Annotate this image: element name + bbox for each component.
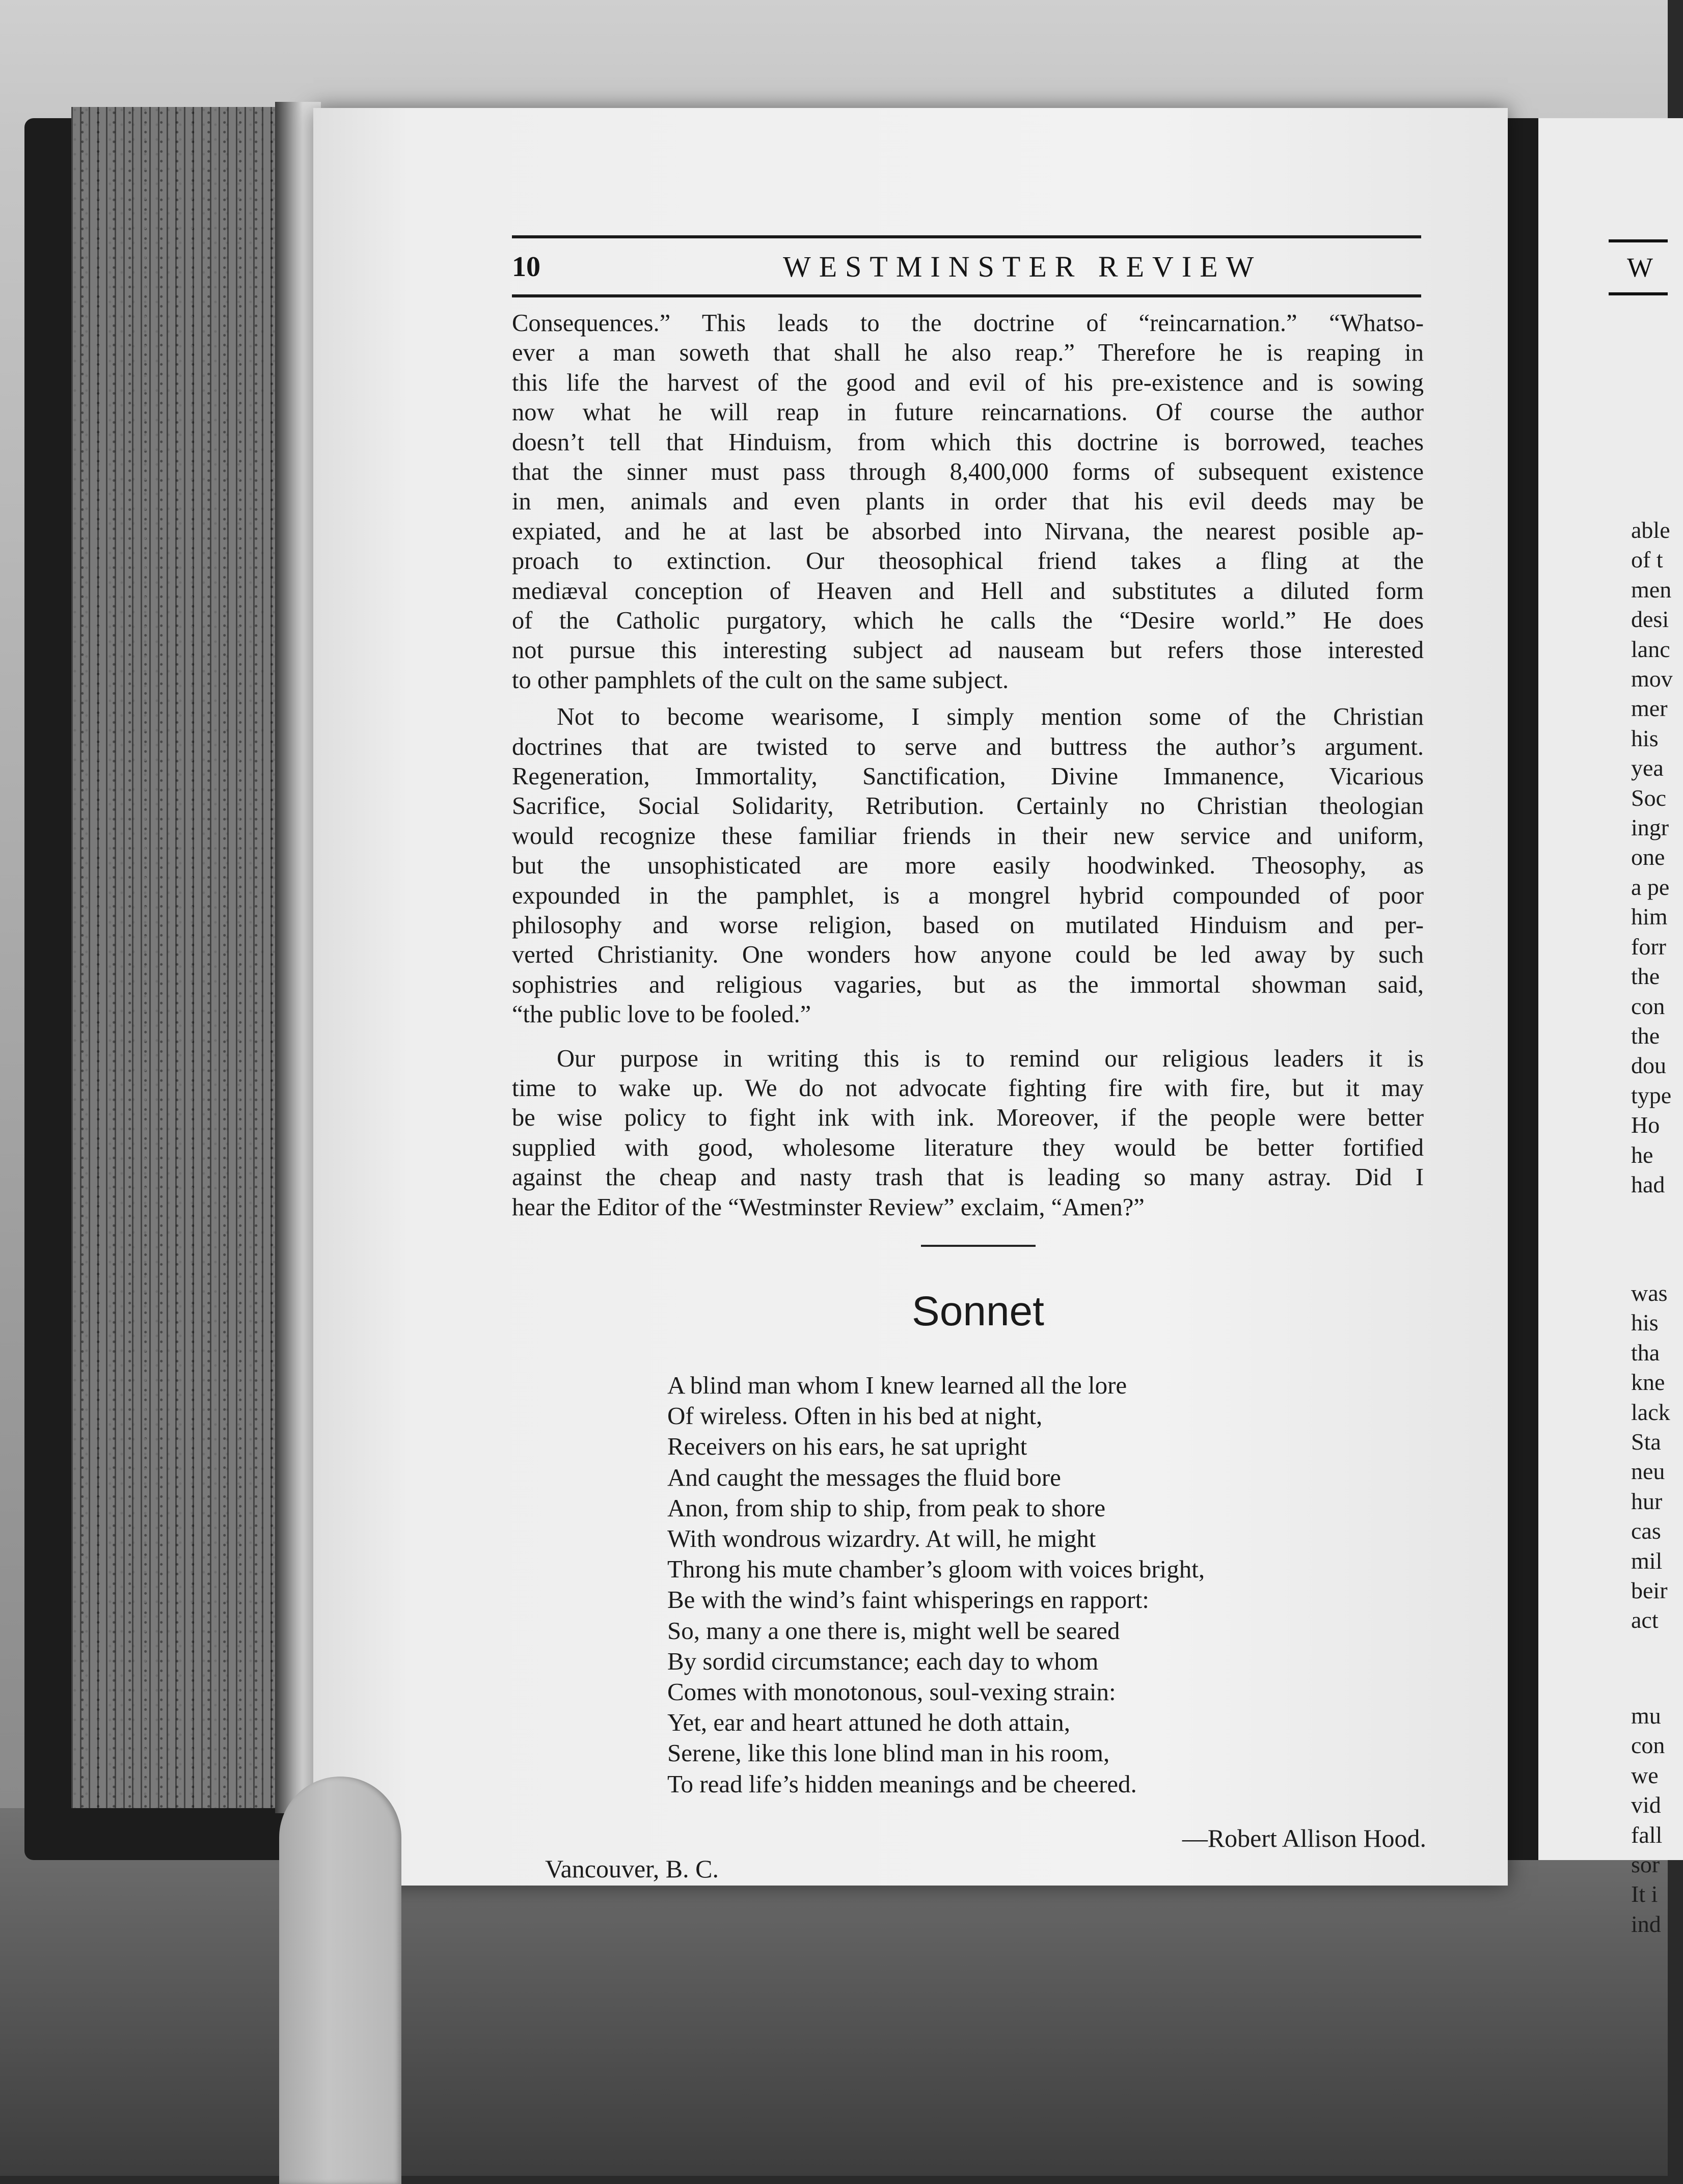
- body-line: Our purpose in writing this is to remind our religious leaders it is: [557, 1045, 1424, 1072]
- body-line: against the cheap and nasty trash that is leading so many astray. Did I: [512, 1164, 1424, 1191]
- body-line: would recognize these familiar friends in their new service and uniform,: [512, 822, 1424, 850]
- facing-page-fragment: tha: [1631, 1339, 1660, 1366]
- facing-page-fragment: desi: [1631, 606, 1669, 633]
- body-line: be wise policy to fight ink with ink. Moreover, if the people were better: [512, 1104, 1424, 1132]
- facing-page-fragment: lack: [1631, 1399, 1670, 1425]
- body-line: time to wake up. We do not advocate fighting fire with fire, but it may: [512, 1075, 1424, 1102]
- body-line: that the sinner must pass through 8,400,000 forms of subsequent existence: [512, 458, 1424, 485]
- sonnet-line: To read life’s hidden meanings and be cheered.: [667, 1769, 1137, 1798]
- facing-page-fragment: one: [1631, 844, 1665, 870]
- facing-page-fragment: It i: [1631, 1881, 1658, 1907]
- place-line: Vancouver, B. C.: [545, 1854, 719, 1883]
- facing-page-fragment: con: [1631, 993, 1665, 1019]
- body-line: Sacrifice, Social Solidarity, Retribution. Certainly no Christian theologian: [512, 793, 1424, 820]
- facing-page-fragment: act: [1631, 1607, 1659, 1633]
- body-line: mediæval conception of Heaven and Hell and substitutes a diluted form: [512, 577, 1424, 605]
- sonnet-title: Sonnet: [912, 1288, 1044, 1334]
- sonnet-line: Of wireless. Often in his bed at night,: [667, 1402, 1043, 1430]
- facing-page-fragment: a pe: [1631, 873, 1670, 900]
- facing-page-fragment: mu: [1631, 1703, 1661, 1729]
- sonnet-line: Comes with monotonous, soul-vexing strain:: [667, 1678, 1116, 1706]
- page-edges: [71, 107, 285, 1808]
- facing-page-fragment: lanc: [1631, 636, 1670, 662]
- facing-page-fragment: neu: [1631, 1458, 1665, 1485]
- body-line: doesn’t tell that Hinduism, from which this doctrine is borrowed, teaches: [512, 428, 1424, 456]
- facing-page-fragment: yea: [1631, 755, 1664, 781]
- facing-page-fragment: dou: [1631, 1052, 1666, 1079]
- sonnet-line: Anon, from ship to ship, from peak to shore: [667, 1493, 1106, 1522]
- sonnet-line: Serene, like this lone blind man in his room,: [667, 1739, 1110, 1767]
- body-line: Consequences.” This leads to the doctrine of “reincarnation.” “Whatso-: [512, 310, 1424, 337]
- facing-page-text-top: [1631, 515, 1673, 1198]
- body-line: of the Catholic purgatory, which he calls the “Desire world.” He does: [512, 607, 1424, 634]
- facing-page-fragment: the: [1631, 1022, 1660, 1049]
- facing-page-fragment: beir: [1631, 1577, 1668, 1604]
- body-line: to other pamphlets of the cult on the same subject.: [512, 666, 1009, 694]
- body-line: Not to become wearisome, I simply mention some of the Christian: [557, 703, 1424, 731]
- facing-page-fragment: forr: [1631, 933, 1666, 960]
- facing-page-fragment: kne: [1631, 1369, 1665, 1396]
- facing-page-fragment: mov: [1631, 666, 1673, 692]
- facing-page-fragment: his: [1631, 725, 1659, 751]
- facing-page-fragment: type: [1631, 1082, 1672, 1108]
- body-line: verted Christianity. One wonders how anyone could be led away by such: [512, 941, 1424, 969]
- facing-page-fragment: was: [1631, 1280, 1668, 1306]
- facing-page-fragment: his: [1631, 1309, 1659, 1336]
- body-line: expiated, and he at last be absorbed into Nirvana, the nearest posible ap-: [512, 517, 1424, 545]
- body-line: hear the Editor of the “Westminster Review” exclaim, “Amen?”: [512, 1193, 1145, 1221]
- body-line: not pursue this interesting subject ad nauseam but refers those interested: [512, 637, 1424, 664]
- facing-page-fragment: Sta: [1631, 1429, 1661, 1455]
- facing-page-fragment: men: [1631, 576, 1672, 603]
- body-line: supplied with good, wholesome literature they would be better fortified: [512, 1134, 1424, 1161]
- running-header: [512, 235, 1421, 297]
- page-number: 10: [512, 251, 540, 283]
- section-separator: [921, 1245, 1036, 1247]
- sonnet-line: Throng his mute chamber’s gloom with voices bright,: [667, 1555, 1205, 1584]
- body-line: sophistries and religious vagaries, but as the immortal showman said,: [512, 971, 1424, 998]
- body-line: in men, animals and even plants in order that his evil deeds may be: [512, 488, 1424, 515]
- facing-page-fragment: him: [1631, 904, 1668, 930]
- body-line: ever a man soweth that shall he also reap.” Therefore he is reaping in: [512, 339, 1424, 367]
- facing-page-fragment: fall: [1631, 1821, 1663, 1848]
- facing-page-fragment: cas: [1631, 1518, 1661, 1544]
- facing-page-fragment: Ho: [1631, 1112, 1660, 1138]
- body-line: “the public love to be fooled.”: [512, 1001, 811, 1028]
- facing-page-fragment: mer: [1631, 695, 1668, 722]
- facing-page-text-bottom: [1631, 1701, 1668, 1937]
- body-line: now what he will reap in future reincarnations. Of course the author: [512, 399, 1424, 426]
- body-line: expounded in the pamphlet, is a mongrel hybrid compounded of poor: [512, 882, 1424, 909]
- facing-header-fragment: W: [1627, 252, 1658, 283]
- facing-page-fragment: had: [1631, 1171, 1665, 1197]
- body-line: philosophy and worse religion, based on mutilated Hinduism and per-: [512, 912, 1424, 939]
- facing-page-fragment: Soc: [1631, 784, 1666, 811]
- facing-page-fragment: con: [1631, 1732, 1665, 1759]
- facing-page-fragment: sor: [1631, 1851, 1660, 1878]
- body-line: doctrines that are twisted to serve and buttress the author’s argument.: [512, 733, 1424, 760]
- sonnet-line: By sordid circumstance; each day to whom: [667, 1647, 1099, 1675]
- facing-page-fragment: hur: [1631, 1488, 1663, 1514]
- body-line: proach to extinction. Our theosophical friend takes a fling at the: [512, 548, 1424, 575]
- page-holder: [279, 1777, 401, 2184]
- sonnet-line: So, many a one there is, might well be seared: [667, 1616, 1120, 1645]
- facing-page-fragment: mil: [1631, 1547, 1663, 1574]
- journal-title: WESTMINSTER REVIEW: [783, 250, 1262, 283]
- facing-page-text-middle: [1631, 1278, 1668, 1696]
- sonnet-line: A blind man whom I knew learned all the lore: [667, 1371, 1127, 1399]
- body-line: Regeneration, Immortality, Sanctification, Divine Immanence, Vicarious: [512, 763, 1424, 790]
- facing-page-fragment: of t: [1631, 547, 1663, 573]
- author-attribution: —Robert Allison Hood.: [1182, 1824, 1426, 1852]
- sonnet-line: With wondrous wizardry. At will, he might: [667, 1524, 1096, 1552]
- sonnet-line: Be with the wind’s faint whisperings en rapport:: [667, 1586, 1149, 1614]
- sonnet-line: And caught the messages the fluid bore: [667, 1463, 1061, 1491]
- facing-page-fragment: able: [1631, 517, 1670, 543]
- sonnet-line: Yet, ear and heart attuned he doth attain,: [667, 1708, 1071, 1737]
- body-line: this life the harvest of the good and evil of his pre-existence and is sowing: [512, 369, 1424, 396]
- body-line: but the unsophisticated are more easily hoodwinked. Theosophy, as: [512, 852, 1424, 880]
- sonnet-line: Receivers on his ears, he sat upright: [667, 1432, 1027, 1461]
- facing-page-fragment: ind: [1631, 1910, 1661, 1937]
- facing-page-fragment: vid: [1631, 1792, 1661, 1818]
- facing-page-fragment: ingr: [1631, 814, 1669, 841]
- facing-page-fragment: the: [1631, 963, 1660, 990]
- facing-page-header: [1609, 239, 1668, 295]
- facing-page-fragment: we: [1631, 1762, 1659, 1788]
- facing-page-fragment: he: [1631, 1141, 1653, 1168]
